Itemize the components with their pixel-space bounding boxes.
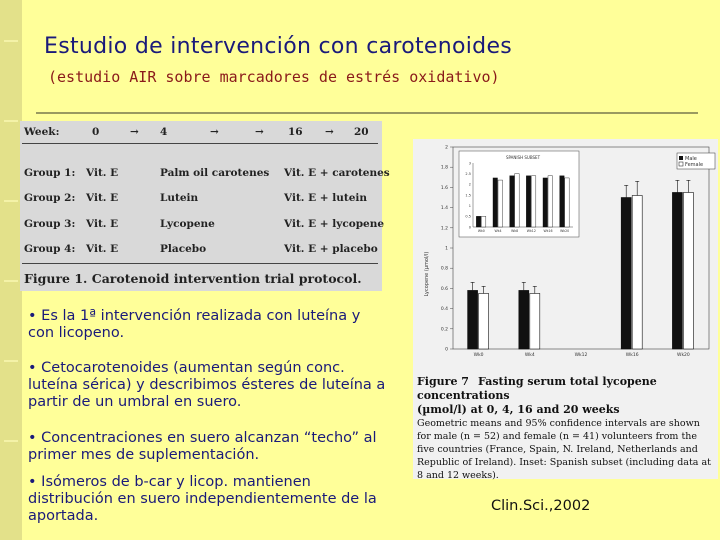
table-caption: Figure 1. Carotenoid intervention trial protocol.: [24, 271, 362, 286]
group-2-label: Group 2:: [24, 192, 76, 204]
y-tick-label: 1.6: [440, 185, 448, 191]
group-4-label: Group 4:: [24, 243, 76, 255]
table-rule: [22, 143, 378, 144]
inset-x-tick-label: Wk16: [543, 229, 553, 233]
group-1-label: Group 1:: [24, 167, 76, 179]
inset-bar-female: [498, 180, 503, 227]
bullet-item: • Concentraciones en suero alcanzan “techo” al primer mes de suplementación.: [28, 430, 377, 463]
y-tick-label: 0.8: [440, 266, 448, 272]
bar-male: [519, 290, 529, 349]
table-header-4: 4: [160, 126, 168, 138]
inset-bar-male: [510, 176, 515, 227]
legend-label-female: Female: [685, 162, 704, 168]
y-tick-label: 0.2: [440, 327, 448, 333]
bar-stripe: [4, 440, 18, 442]
bar-female: [530, 293, 540, 349]
y-tick-label: 1.8: [440, 165, 448, 171]
group-4-baseline: Vit. E: [86, 243, 119, 255]
y-tick-label: 1.4: [440, 206, 448, 212]
bar-female: [683, 192, 693, 349]
bar-female: [632, 195, 642, 349]
inset-x-tick-label: Wk12: [526, 229, 536, 233]
bullet-item: • Es la 1ª intervención realizada con luteína y con licopeno.: [28, 308, 361, 341]
inset-y-tick-label: 0: [468, 225, 471, 230]
figure-caption: [417, 375, 713, 482]
slide-subtitle: (estudio AIR sobre marcadores de estrés oxidativo): [48, 68, 500, 86]
slide-title: Estudio de intervención con carotenoides: [44, 34, 513, 59]
table-header-20: 20: [354, 126, 369, 138]
lycopene-chart: [413, 139, 718, 371]
bar-stripe: [4, 120, 18, 122]
group-2-end: Vit. E + lutein: [284, 192, 368, 204]
bar-stripe: [4, 280, 18, 282]
x-tick-label: Wk16: [625, 353, 639, 358]
table-header-0: 0: [92, 126, 100, 138]
figure-unit-line: (µmol/l) at 0, 4, 16 and 20 weeks: [417, 403, 620, 416]
inset-bar-female: [548, 176, 553, 227]
inset-bar-female: [565, 178, 570, 227]
inset-bar-female: [515, 174, 520, 227]
inset-x-tick-label: Wk4: [494, 229, 502, 233]
bar-stripe: [4, 200, 18, 202]
inset-x-tick-label: Wk8: [511, 229, 519, 233]
bar-female: [479, 293, 489, 349]
lycopene-figure: [413, 139, 718, 479]
inset-y-tick-label: 2: [468, 182, 471, 187]
inset-bar-male: [560, 176, 565, 227]
table-header-arrow: →: [130, 126, 139, 138]
inset-x-tick-label: Wk0: [477, 229, 485, 233]
y-axis-label: Lycopene (µmol/l): [424, 251, 430, 297]
legend-swatch-male: [679, 156, 683, 160]
table-header-16: 16: [288, 126, 303, 138]
table-rule: [22, 263, 378, 264]
title-divider: [36, 112, 698, 114]
protocol-table-image: [20, 121, 390, 291]
inset-y-tick-label: 1.5: [465, 193, 471, 198]
bullet-item: • Isómeros de b-car y licop. mantienen distribución en suero independientemente de la aportada.: [28, 474, 377, 524]
table-header-week: Week:: [24, 126, 60, 138]
y-tick-label: 1.2: [440, 226, 448, 232]
table-header-arrow: →: [210, 126, 219, 138]
group-1-intervention: Palm oil carotenes: [160, 167, 270, 179]
group-2-baseline: Vit. E: [86, 192, 119, 204]
bar-male: [672, 192, 682, 349]
x-tick-label: Wk20: [677, 353, 690, 358]
inset-y-tick-label: 1: [468, 203, 471, 208]
group-3-baseline: Vit. E: [86, 218, 119, 230]
table-header-arrow: →: [255, 126, 264, 138]
inset-bar-male: [476, 216, 480, 227]
bar-male: [621, 198, 631, 350]
inset-y-tick-label: 3: [468, 161, 471, 166]
y-tick-label: 0.6: [440, 286, 448, 292]
x-tick-label: Wk4: [524, 353, 535, 358]
inset-bar-female: [481, 216, 486, 227]
figure-title: Fasting serum total lycopene concentrations: [417, 375, 657, 402]
figure-caption-body: Geometric means and 95% confidence intervals are shown for male (n = 52) and female (n = 41) volunteers from the five countries (France, Spain, N. Ireland, Netherlands and Republic of Ireland). Inset: Spanish subset (including data at 8 and 12 weeks).: [417, 418, 711, 481]
inset-title: SPANISH SUBSET: [505, 155, 541, 160]
inset-bar-male: [526, 176, 531, 227]
y-tick-label: 0: [445, 347, 448, 353]
citation: Clin.Sci.,2002: [491, 498, 591, 514]
inset-bar-male: [493, 178, 498, 227]
y-tick-label: 1: [445, 246, 448, 252]
group-3-end: Vit. E + lycopene: [284, 218, 385, 230]
group-1-baseline: Vit. E: [86, 167, 119, 179]
inset-bar-male: [543, 178, 548, 227]
group-1-end: Vit. E + carotenes: [284, 167, 390, 179]
bar-stripe: [4, 40, 18, 42]
bullet-item: • Cetocarotenoides (aumentan según conc. luteína sérica) y describimos ésteres de luteína a partir de un umbral en suero.: [28, 360, 386, 410]
group-2-intervention: Lutein: [160, 192, 199, 204]
legend-label-male: Male: [685, 156, 697, 162]
group-4-intervention: Placebo: [160, 243, 207, 255]
group-3-intervention: Lycopene: [160, 218, 215, 230]
inset-y-tick-label: 0.5: [465, 214, 471, 219]
inset-x-tick-label: Wk20: [560, 229, 570, 233]
x-tick-label: Wk12: [574, 353, 588, 358]
group-3-label: Group 3:: [24, 218, 76, 230]
figure-label: Figure 7: [417, 375, 469, 388]
y-tick-label: 2: [445, 145, 448, 151]
left-decorative-bar: [0, 0, 22, 540]
inset-y-tick-label: 2.5: [465, 171, 471, 176]
bar-male: [468, 290, 478, 349]
legend-swatch-female: [679, 162, 683, 166]
x-tick-label: Wk0: [473, 353, 484, 358]
inset-bar-female: [531, 176, 536, 227]
bar-stripe: [4, 360, 18, 362]
table-header-arrow: →: [325, 126, 334, 138]
group-4-end: Vit. E + placebo: [284, 243, 378, 255]
y-tick-label: 0.4: [440, 307, 448, 313]
